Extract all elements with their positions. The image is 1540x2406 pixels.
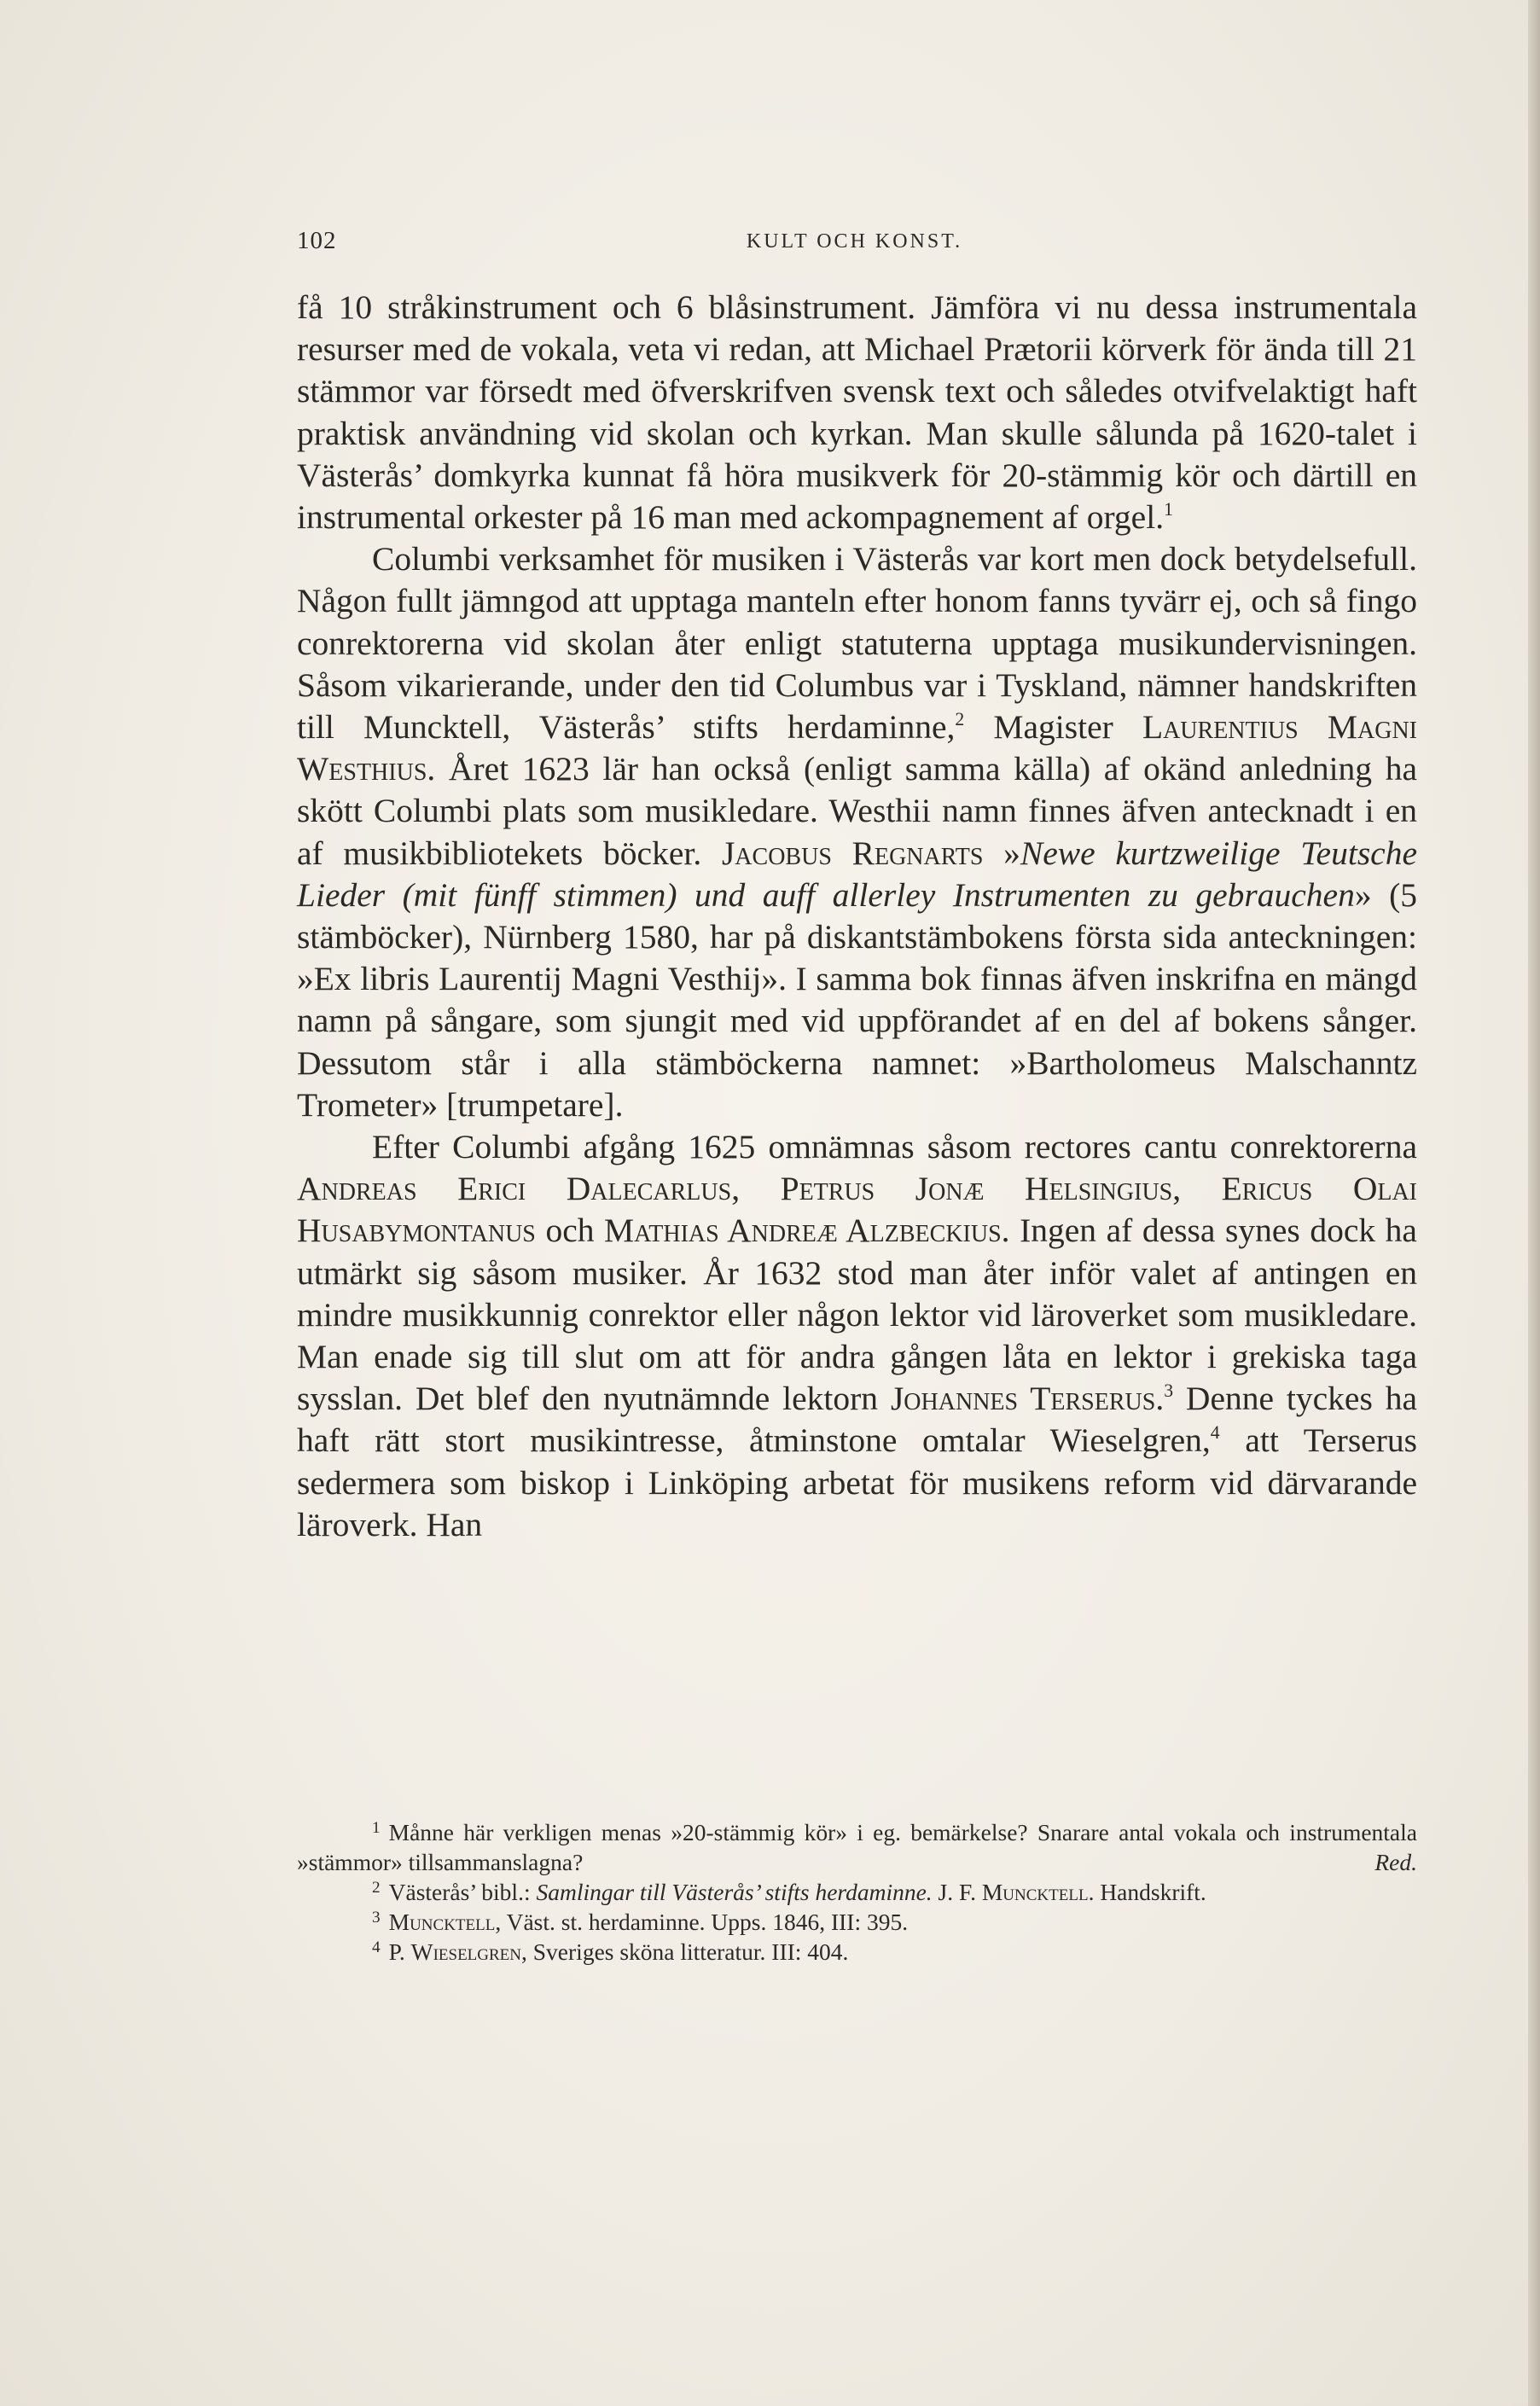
footnote-4: $^4$ P. Wieselgren, Sveriges sköna litteratur. III: 404. bbox=[372, 1938, 849, 1965]
footnote-ref-1: 1 bbox=[1164, 498, 1173, 520]
body-text bbox=[297, 287, 1417, 1546]
footnote-2: $^2$ Västerås’ bibl.: Samlingar till Västerås’ stifts herdaminne. J. F. Muncktell. Handskrift. bbox=[372, 1879, 1206, 1905]
author-name: Muncktell bbox=[388, 1909, 496, 1935]
footnote-ref-3: 3 bbox=[1164, 1380, 1174, 1402]
footnotes bbox=[297, 1817, 1417, 1967]
person-name: Ericus Olai Husabymontanus bbox=[297, 1170, 1417, 1250]
book-title: Newe kurtzweilige Teutsche Lieder (mit fünff stimmen) und auff allerley Instrumenten zu gebrauchen bbox=[297, 834, 1417, 914]
paragraph-3: Efter Columbi afgång 1625 omnämnas såsom rectores cantu conrektorerna Andreas Erici Dalecarlus, Petrus Jonæ Helsingius, Ericus Olai Husabymontanus och Mathias Andreæ Alzbeckius. Ingen af dessa synes dock ha utmärkt sig såsom musiker. År 1632 stod man åter inför valet af antingen en mindre musikkunnig conrektor eller någon lektor vid läroverket som musikledare. Man enade sig till slut om att för andra gången låta en lektor i grekiska taga sysslan. Det blef den nyutnämnde lektorn Johannes Terserus.$^3$ Denne tyckes ha haft rätt stort musikintresse, åtminstone omtalar Wieselgren,$^4$ att Terserus sedermera som biskop i Linköping arbetat för musikens reform vid därvarande läroverk. Han bbox=[297, 1128, 1417, 1543]
paragraph-1: få 10 stråkinstrument och 6 blåsinstrument. Jämföra vi nu dessa instrumentala resurser med de vokala, veta vi redan, att Michael Prætorii körverk för ända till 21 stämmor var försedt med öfverskrifven svensk text och således otvifvelaktigt haft praktisk användning vid skolan och kyrkan. Man skulle sålunda på 1620-talet i Västerås’ domkyrka kunnat få höra musikverk för 20-stämmig kör och därtill en instrumental orkester på 16 man med ackompagnement af orgel.$^1$ bbox=[297, 288, 1417, 537]
running-head: KULT OCH KONST. bbox=[746, 230, 963, 253]
page-edge bbox=[1528, 0, 1540, 2406]
person-name: Andreas Erici Dalecarlus bbox=[297, 1170, 732, 1208]
page-number: 102 bbox=[297, 227, 337, 254]
book-title: Samlingar till Västerås’ stifts herdaminne. bbox=[536, 1879, 933, 1905]
person-name: Petrus Jonæ Helsingius bbox=[780, 1170, 1173, 1208]
person-name: Laurentius Magni Westhius bbox=[297, 708, 1417, 788]
footnote-ref-4: 4 bbox=[1210, 1422, 1220, 1444]
author-name: Wieselgren bbox=[410, 1938, 522, 1965]
person-name: Mathias Andreæ Alzbeckius bbox=[604, 1212, 1002, 1250]
footnote-ref-2: 2 bbox=[955, 708, 965, 729]
paragraph-2: Columbi verksamhet för musiken i Västerås var kort men dock betydelsefull. Någon fullt jämngod att upptaga manteln efter honom fanns tyvärr ej, och så fingo conrektorerna vid skolan åter enligt statuterna upptaga musikundervisningen. Såsom vikarierande, under den tid Columbus var i Tyskland, nämner handskriften till Muncktell, Västerås’ stifts herdaminne,$^2$ Magister Laurentius Magni Westhius. Året 1623 lär han också (enligt samma källa) af okänd anledning ha skött Columbi plats som musikledare. Westhii namn finnes äfven antecknadt i en af musikbibliotekets böcker. Jacobus Regnarts »Newe kurtzweilige Teutsche Lieder (mit fünff stimmen) und auff allerley Instrumenten zu gebrauchen» (5 stämböcker), Nürnberg 1580, har på diskantstämbokens första sida anteckningen: »Ex libris Laurentij Magni Vesthij». I samma bok finnas äfven inskrifna en mängd namn på sångare, som sjungit med vid uppförandet af en del af bokens sånger. Dessutom står i alla stämböckerna namnet: »Bartholomeus Malschanntz Trometer» [trumpetare]. bbox=[297, 540, 1417, 1124]
author-name: Muncktell bbox=[981, 1879, 1089, 1905]
editor-sign: Red. bbox=[1374, 1849, 1417, 1875]
person-name: Jacobus Regnarts bbox=[721, 834, 984, 872]
person-name: Johannes Terserus bbox=[890, 1380, 1156, 1418]
footnote-3: $^3$ Muncktell, Väst. st. herdaminne. Upps. 1846, III: 395. bbox=[372, 1909, 909, 1935]
footnote-1: $^1$ Månne här verkligen menas »20-stämmig kör» i eg. bemärkelse? Snarare antal vokala och instrumentala »stämmor» tillsammanslagna? Red. bbox=[297, 1819, 1417, 1875]
page-header bbox=[297, 227, 1412, 270]
